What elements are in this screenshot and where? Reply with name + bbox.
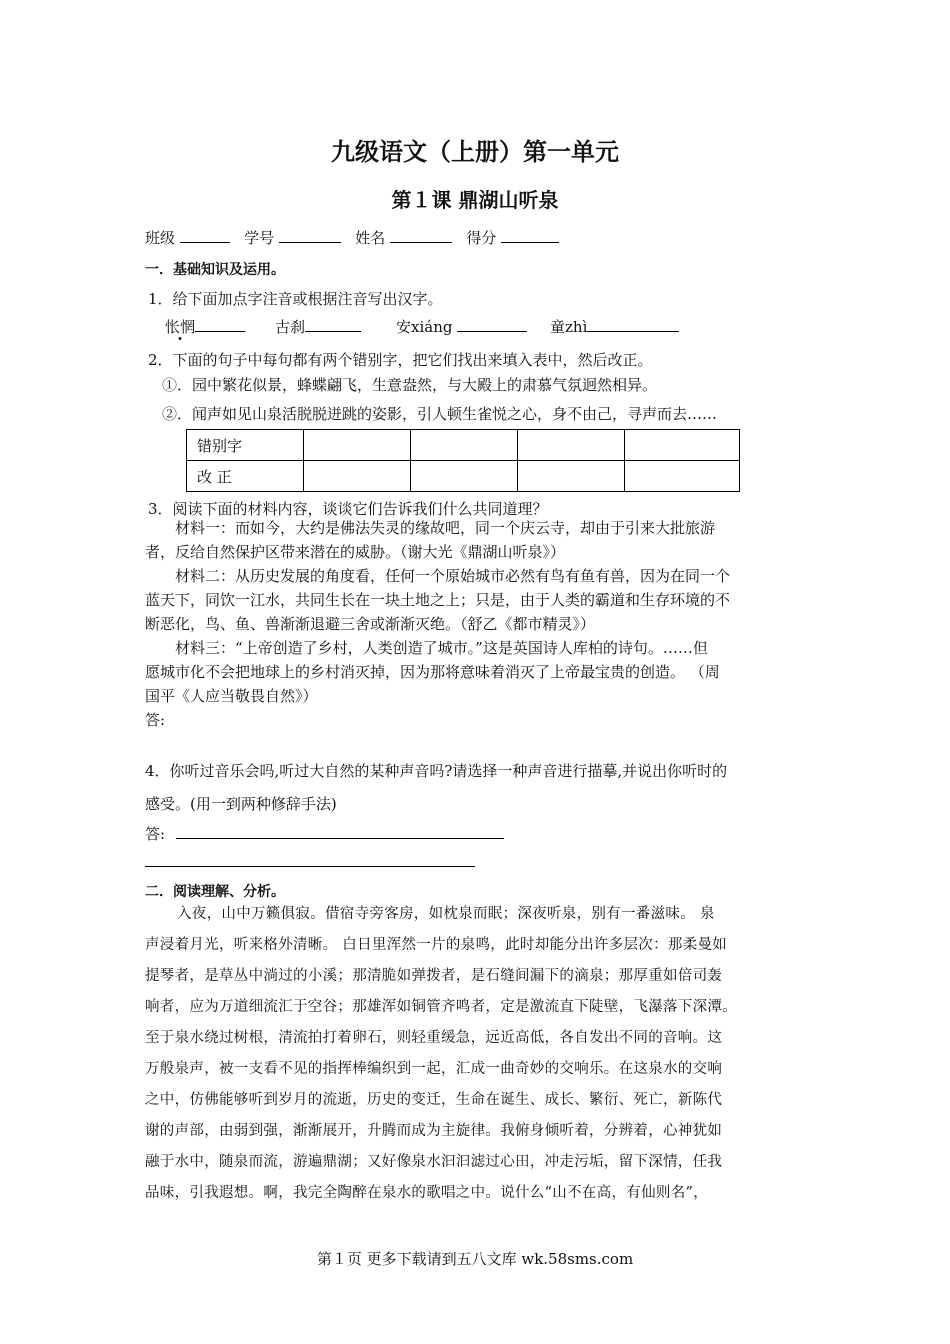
material-2-line-1: 材料二：从历史发展的角度看，任何一个原始城市必然有鸟有鱼有兽，因为在同一个 bbox=[175, 567, 731, 585]
class-blank[interactable] bbox=[180, 228, 230, 243]
q1-word-4 bbox=[550, 316, 679, 337]
table-header-cell: 错别字 bbox=[187, 430, 304, 461]
table-cell[interactable] bbox=[411, 461, 518, 492]
student-info-row bbox=[145, 227, 559, 248]
score-label: 得分 bbox=[466, 229, 497, 247]
table-header-cell: 改 正 bbox=[187, 461, 304, 492]
q4-line-1: 4．你听过音乐会吗,听过大自然的某种声音吗?请选择一种声音进行描摹,并说出你听时的 bbox=[145, 762, 728, 780]
q2-sentence-2: ②．闻声如见山泉活脱脱迸跳的姿影，引人顿生雀悦之心，身不由己，寻声而去…… bbox=[162, 405, 718, 423]
q1-word-3-text: 安xiáng bbox=[396, 318, 453, 336]
name-blank[interactable] bbox=[390, 228, 452, 243]
q1-prompt: 1．给下面加点字注音或根据注音写出汉字。 bbox=[148, 290, 443, 308]
reading-passage bbox=[145, 899, 805, 1209]
table-cell[interactable] bbox=[625, 461, 740, 492]
material-3-line-3: 国平《人应当敬畏自然》） bbox=[145, 687, 318, 705]
material-2-line-3: 断恶化，鸟、鱼、兽渐渐退避三舍或渐渐灭绝。（舒乙《都市精灵》） bbox=[145, 615, 596, 633]
material-3-line-2: 愿城市化不会把地球上的乡村消灭掉，因为那将意味着消灭了上帝最宝贵的创造。 （周 bbox=[145, 663, 720, 681]
material-1-line-1: 材料一：而如今，大约是佛法失灵的缘故吧，同一个庆云寺，却由于引来大批旅游 bbox=[175, 519, 716, 537]
material-1-line-2: 者，反给自然保护区带来潜在的威胁。（谢大光《鼎湖山听泉》） bbox=[145, 543, 566, 561]
q1-answer-2[interactable] bbox=[305, 317, 361, 332]
q4-answer-label: 答: bbox=[145, 825, 166, 843]
error-correction-table bbox=[186, 429, 740, 492]
q1-word-4-text: 童zhì bbox=[550, 318, 588, 336]
passage-line: 万般泉声，被一支看不见的指挥棒编织到一起，汇成一曲奇妙的交响乐。在这泉水的交响 bbox=[145, 1061, 723, 1077]
number-label: 学号 bbox=[244, 229, 275, 247]
name-label: 姓名 bbox=[355, 229, 386, 247]
passage-line: 入夜，山中万籁俱寂。借宿寺旁客房，如枕泉而眠；深夜听泉，别有一番滋味。 泉 bbox=[177, 906, 715, 922]
q2-sentence-1: ①．园中繁花似景，蜂蝶翩飞，生意盎然，与大殿上的肃慕气氛迥然相异。 bbox=[162, 376, 658, 394]
q4-answer-line-2[interactable] bbox=[145, 866, 475, 867]
q1-word-2 bbox=[275, 316, 361, 337]
table-cell[interactable] bbox=[304, 430, 411, 461]
q1-answer-4[interactable] bbox=[587, 317, 679, 332]
q4-line-2: 感受。(用一到两种修辞手法) bbox=[145, 795, 337, 813]
q1-answer-3[interactable] bbox=[457, 317, 527, 332]
table-cell[interactable] bbox=[518, 461, 625, 492]
table-cell[interactable] bbox=[518, 430, 625, 461]
passage-line: 提琴者，是草丛中淌过的小溪；那清脆如弹拨者，是石缝间漏下的滴泉；那厚重如倍司轰 bbox=[145, 968, 723, 984]
passage-line: 之中，仿佛能够听到岁月的流逝，历史的变迁，生命在诞生、成长、繁衍、死亡，新陈代 bbox=[145, 1092, 723, 1108]
section-2-heading: 二．阅读理解、分析。 bbox=[145, 884, 285, 900]
passage-line: 融于水中，随泉而流，游遍鼎湖；又好像泉水汩汩滤过心田，冲走污垢，留下深情，任我 bbox=[145, 1154, 723, 1170]
q1-word-3 bbox=[396, 316, 527, 337]
q3-prompt: 3．阅读下面的材料内容，谈谈它们告诉我们什么共同道理？ bbox=[148, 500, 548, 518]
passage-line: 谢的声部，由弱到强，渐渐展开，升腾而成为主旋律。我俯身倾听着，分辨着，心神犹如 bbox=[145, 1123, 723, 1139]
passage-line: 至于泉水绕过树根，清流拍打着卵石，则轻重缓急，远近高低，各自发出不同的音响。这 bbox=[145, 1030, 723, 1046]
table-cell[interactable] bbox=[304, 461, 411, 492]
q1-word-2-text: 古刹 bbox=[275, 318, 306, 336]
q1-word-1-text: 怅惘 bbox=[165, 318, 196, 336]
q2-prompt: 2．下面的句子中每句都有两个错别字，把它们找出来填入表中，然后改正。 bbox=[148, 351, 653, 369]
passage-line: 品味，引我遐想。啊，我完全陶醉在泉水的歌唱之中。说什么“山不在高，有仙则名”， bbox=[145, 1185, 709, 1201]
table-cell[interactable] bbox=[411, 430, 518, 461]
q1-answer-1[interactable] bbox=[195, 317, 245, 332]
table-row bbox=[187, 461, 740, 492]
section-1-heading: 一．基础知识及运用。 bbox=[145, 262, 285, 278]
q3-answer-label: 答: bbox=[145, 711, 166, 729]
material-3-line-1: 材料三：“上帝创造了乡村，人类创造了城市。”这是英国诗人库柏的诗句。……但 bbox=[175, 639, 708, 657]
q4-answer-line-1[interactable] bbox=[176, 838, 504, 839]
q1-word-1 bbox=[165, 316, 245, 337]
lesson-title: 第１课 鼎湖山听泉 bbox=[391, 188, 559, 212]
table-cell[interactable] bbox=[625, 430, 740, 461]
page-footer: 第１页 更多下载请到五八文库 wk.58sms.com bbox=[316, 1250, 634, 1268]
material-2-line-2: 蓝天下，同饮一江水，共同生长在一块土地之上；只是，由于人类的霸道和生存环境的不 bbox=[145, 591, 731, 609]
page-title: 九级语文（上册）第一单元 bbox=[331, 137, 619, 166]
passage-line: 响者，应为万道细流汇于空谷；那雄浑如铜管齐鸣者，定是激流直下陡壁，飞瀑落下深潭。 bbox=[145, 999, 737, 1015]
table-row bbox=[187, 430, 740, 461]
number-blank[interactable] bbox=[279, 228, 341, 243]
passage-line: 声浸着月光，听来格外清晰。 白日里浑然一片的泉鸣，此时却能分出许多层次：那柔曼如 bbox=[145, 937, 728, 953]
score-blank[interactable] bbox=[501, 228, 559, 243]
q3-materials bbox=[145, 516, 805, 732]
class-label: 班级 bbox=[145, 229, 176, 247]
